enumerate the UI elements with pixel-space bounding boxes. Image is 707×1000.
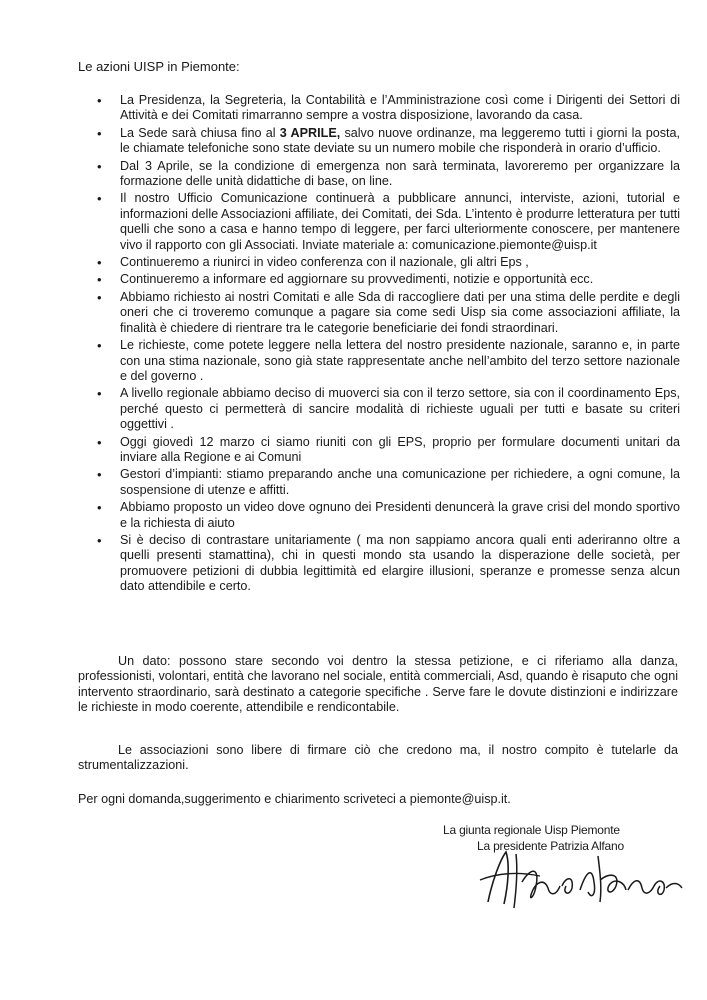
paragraph-contact: Per ogni domanda,suggerimento e chiarimento scriveteci a piemonte@uisp.it. (78, 792, 511, 806)
action-list (0, 93, 707, 597)
bullet-icon: • (97, 434, 102, 450)
list-item: • A livello regionale abbiamo deciso di muoverci sia con il terzo settore, sia con il coordinamento Eps, perché questo ci permetterà di sancire modalità di richieste uguali per tutti e basate su criteri oggettivi . (97, 386, 680, 432)
bullet-icon: • (97, 467, 102, 483)
list-item: • Le richieste, come potete leggere nella lettera del nostro presidente nazionale, saranno e, in parte con una stima nazionale, sono già state rappresentate anche nell’ambito del terzo settore nazionale e del governo . (97, 338, 680, 383)
paragraph-associations: Le associazioni sono libere di firmare ciò che credono ma, il nostro compito è tutelarle da strumentalizzazioni. (78, 743, 678, 773)
signature-line-giunta: La giunta regionale Uisp Piemonte (443, 823, 620, 837)
list-item: • Si è deciso di contrastare unitariamente ( ma non sappiamo ancora quali enti aderiranno oltre a quelli presenti stamattina), chi in questi mondo sta usando la disperazione delle società, per promuovere petizioni di dubbia legittimità ed elargire illusioni, speranze e promesse senza alcun dato attendibile e certo. (97, 532, 680, 594)
bullet-icon: • (97, 191, 102, 207)
list-item: • La Sede sarà chiusa fino al 3 APRILE, salvo nuove ordinanze, ma leggeremo tutti i giorni la posta, le chiamate telefoniche sono state deviate su un numero mobile che risponderà in orario d’ufficio. (97, 125, 681, 156)
bullet-icon: • (97, 386, 102, 402)
document-heading: Le azioni UISP in Piemonte: (78, 59, 240, 74)
list-item: • Abbiamo richiesto ai nostri Comitati e alle Sda di raccogliere dati per una stima delle perdite e degli oneri che ci troveremo comunque a pagare sia come sedi Uisp sia come associazioni affiliate, la finalità è chiedere di rientrare tra le categorie beneficiarie dei fondi straordinari. (97, 289, 680, 335)
bullet-icon: • (97, 158, 102, 174)
list-item: • La Presidenza, la Segreteria, la Contabilità e l’Amministrazione così come i Dirigenti dei Settori di Attività e dei Comitati rimarranno sempre a vostra disposizione, lavorando da casa. (97, 93, 680, 123)
list-item: • Abbiamo proposto un video dove ognuno dei Presidenti denuncerà la grave crisi del mondo sportivo e la richiesta di aiuto (97, 500, 680, 530)
bullet-icon: • (97, 338, 102, 354)
bullet-icon: • (97, 255, 102, 271)
bullet-icon: • (97, 125, 102, 141)
list-item: • Oggi giovedì 12 marzo ci siamo riuniti con gli EPS, proprio per formulare documenti unitari da inviare alla Regione e ai Comuni (97, 434, 680, 464)
bullet-icon: • (97, 532, 102, 548)
bullet-icon: • (97, 93, 102, 108)
list-item: • Continueremo a informare ed aggiornare su provvedimenti, notizie e opportunità ecc. (97, 272, 594, 288)
bullet-icon: • (97, 500, 102, 516)
bullet-icon: • (97, 289, 102, 305)
signature-line-president: La presidente Patrizia Alfano (477, 839, 624, 853)
list-item: • Il nostro Ufficio Comunicazione continuerà a pubblicare annunci, interviste, azioni, tutorial e informazioni delle Associazioni affiliate, dei Comitati, dei Sda. L’intento è produrre letteratura per tutti quelli che sono a casa e hanno tempo di leggere, per farci ulteriormente conoscere, per mantenere vivo il rapporto con gli Associati. Inviate materiale a: comunicazione.piemonte@uisp.it (97, 191, 680, 252)
bullet-icon: • (97, 272, 102, 288)
list-item: • Continueremo a riunirci in video conferenza con il nazionale, gli altri Eps , (97, 255, 529, 271)
list-item: • Dal 3 Aprile, se la condizione di emergenza non sarà terminata, lavoreremo per organizzare la formazione delle unità didattiche di base, on line. (97, 158, 680, 189)
paragraph-petition: Un dato: possono stare secondo voi dentro la stessa petizione, e ci riferiamo alla danza, professionisti, volontari, entità che lavorano nel sociale, entità commerciali, Asd, quando è risaputo che ogni intervento straordinario, sarà destinato a categorie specifiche . Serve fare le dovute distinzioni e indirizzare le richieste in modo coerente, attendibile e rendicontabile. (78, 654, 678, 715)
closing-date: 3 APRILE, (279, 125, 341, 140)
handwritten-signature (470, 842, 690, 914)
list-item: • Gestori d’impianti: stiamo preparando anche una comunicazione per richiedere, a ogni comune, la sospensione di utenze e affitti. (97, 467, 680, 497)
